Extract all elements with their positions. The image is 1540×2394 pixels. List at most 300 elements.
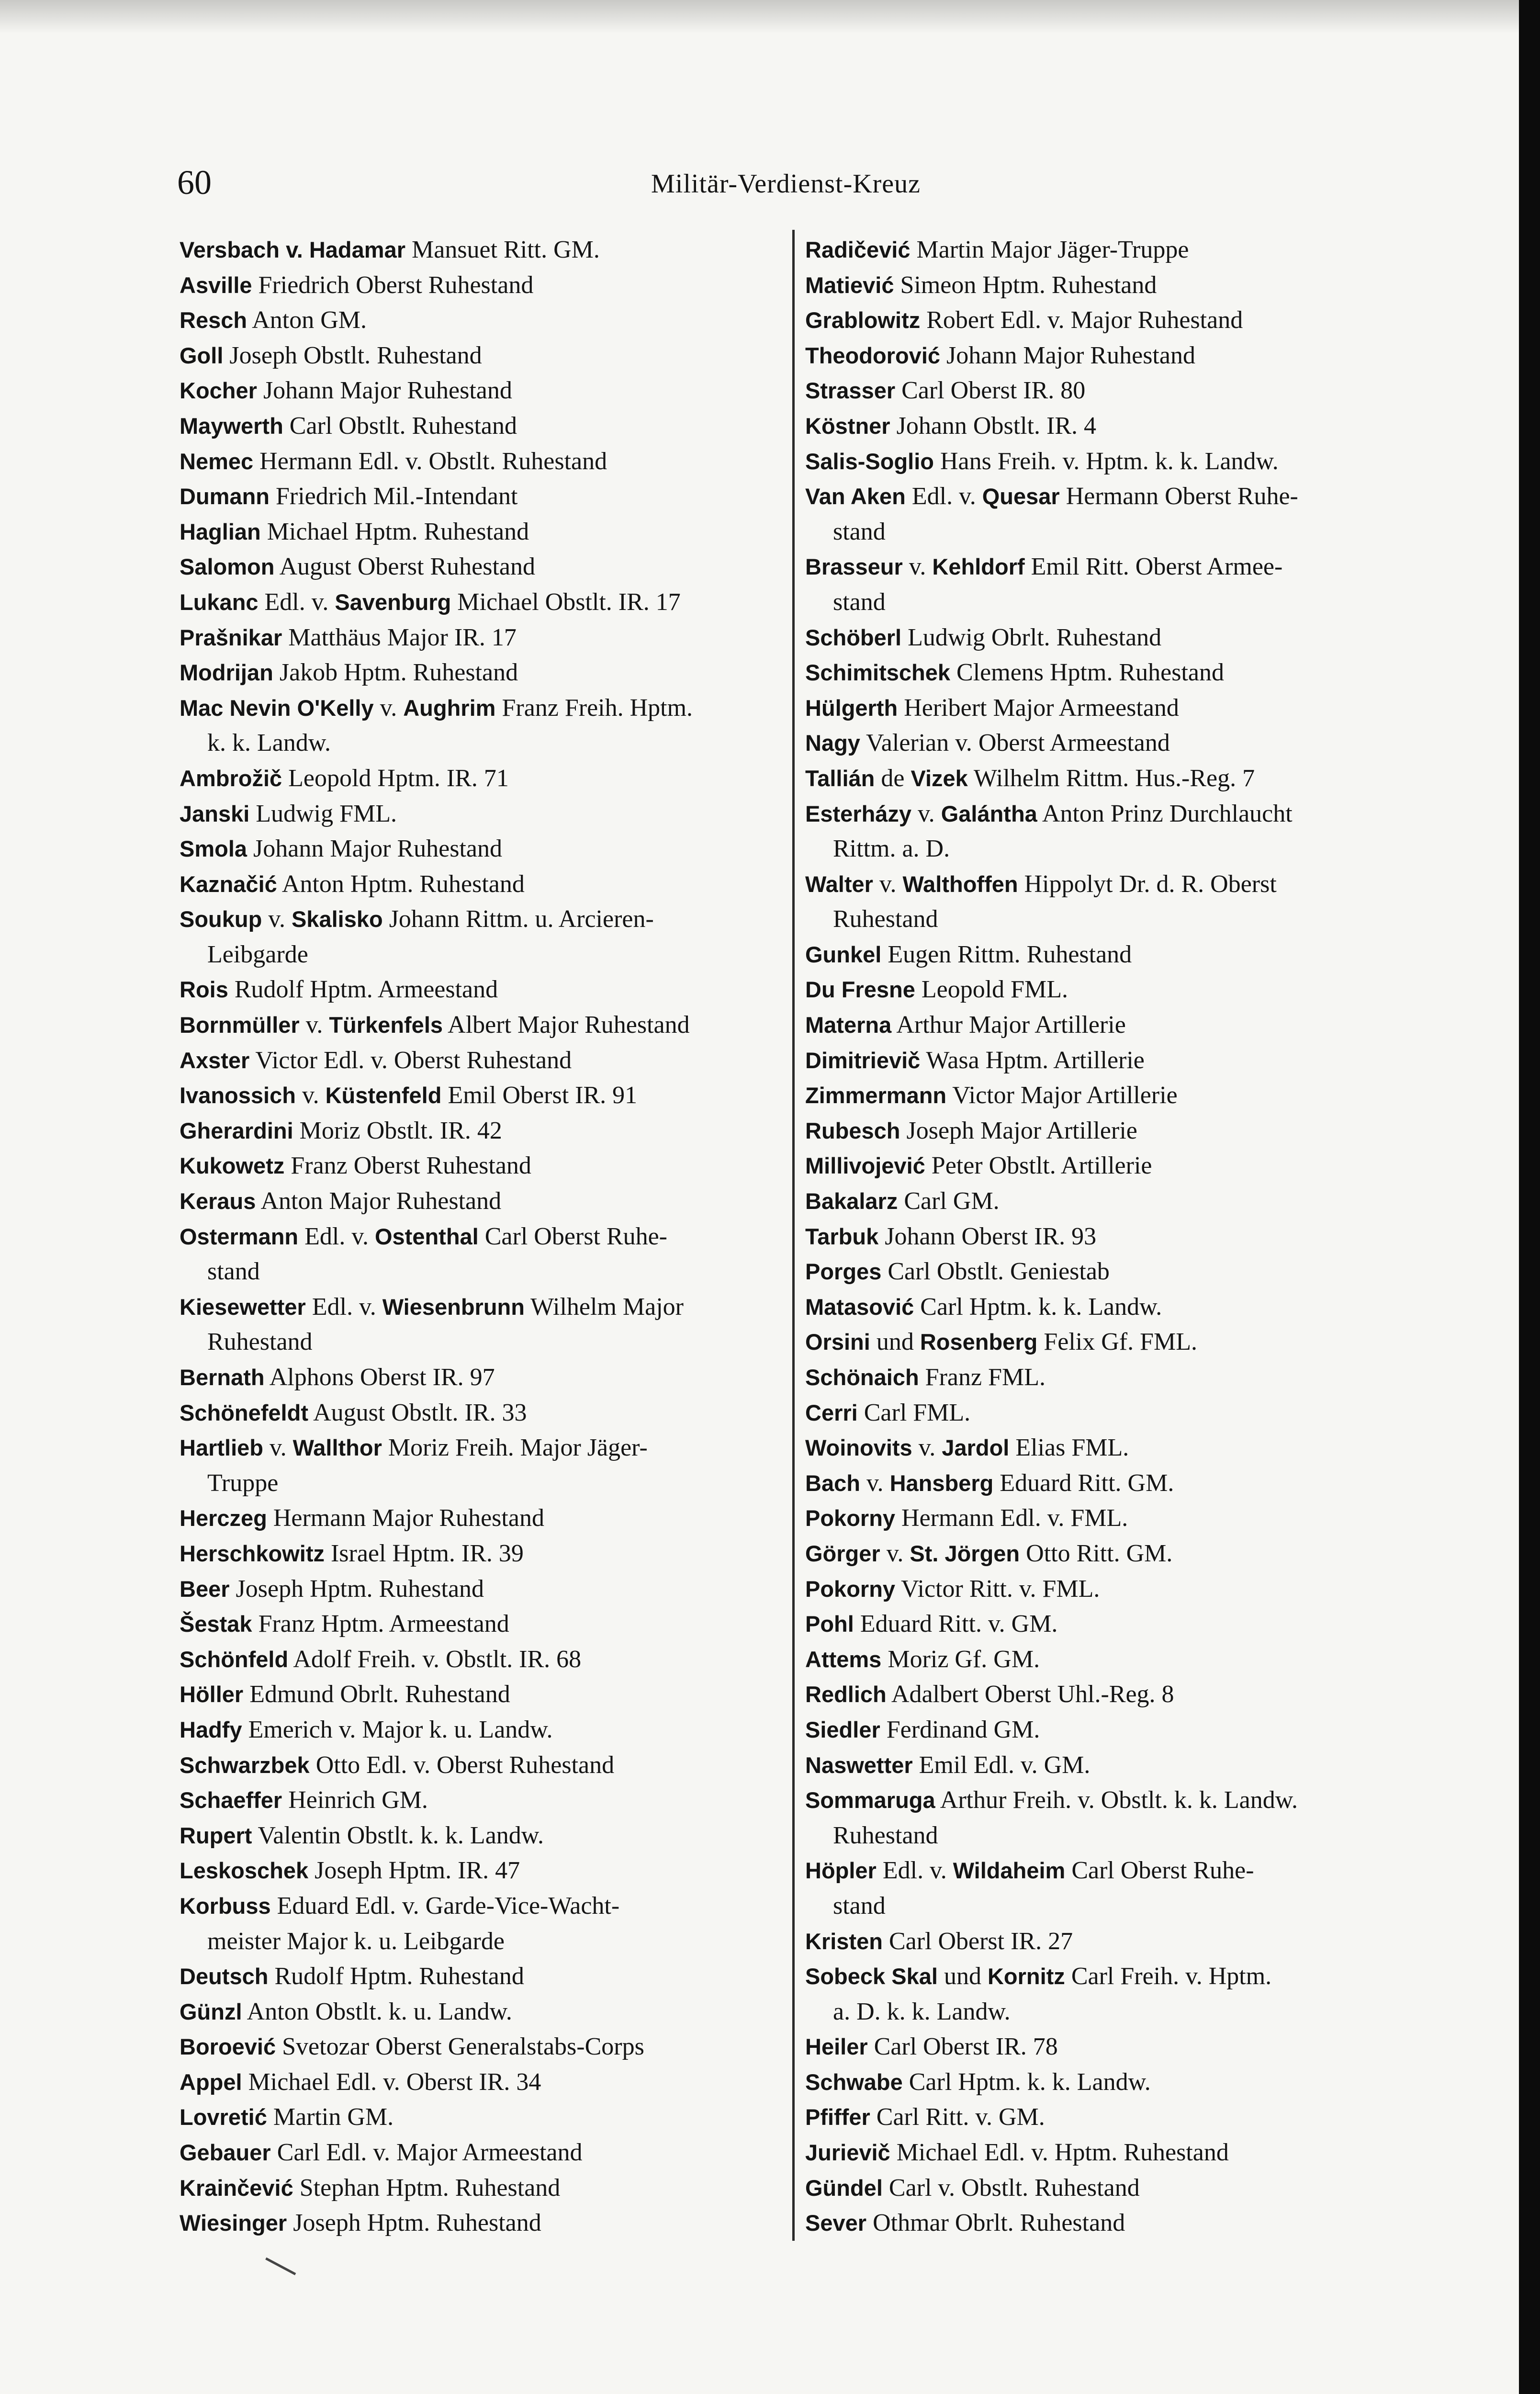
- entry-detail: v.: [911, 800, 941, 827]
- entry-surname: Beer: [180, 1576, 230, 1602]
- entry-surname: Kristen: [805, 1928, 883, 1954]
- entry-detail: Emil Edl. v. GM.: [912, 1751, 1090, 1779]
- entry-detail: Franz Freih. Hptm.: [495, 694, 693, 722]
- entry-line: [180, 1959, 797, 1994]
- entry-detail: Israel Hptm. IR. 39: [324, 1539, 524, 1567]
- entry-continuation: [180, 1466, 797, 1501]
- entry-surname: Rosenberg: [920, 1329, 1038, 1355]
- entry-line: [180, 1606, 797, 1642]
- entry-detail: Carl Freih. v. Hptm.: [1065, 1963, 1272, 1990]
- entry-line: [180, 444, 797, 479]
- entry-continuation: [180, 1924, 797, 1959]
- entry-surname: Köstner: [805, 413, 890, 439]
- entry-detail: stand: [833, 1892, 886, 1920]
- entry-detail: Johann Oberst IR. 93: [878, 1222, 1097, 1250]
- entry-detail: Carl Obstlt. Geniestab: [881, 1258, 1110, 1286]
- entry-surname: Cerri: [805, 1400, 858, 1425]
- entry-surname: Höller: [180, 1682, 244, 1707]
- scan-top-shading: [0, 0, 1540, 34]
- entry-surname: Schönefeldt: [180, 1400, 308, 1425]
- entry-surname: Resch: [180, 307, 247, 333]
- entry-surname: Kiesewetter: [180, 1294, 306, 1320]
- entry-surname: Lovretić: [180, 2104, 267, 2130]
- entry-line: [805, 972, 1423, 1007]
- entry-surname: Heiler: [805, 2034, 868, 2060]
- page-number: 60: [177, 163, 212, 202]
- entry-line: [180, 867, 797, 902]
- entry-line: [805, 444, 1423, 479]
- entry-line: [805, 2170, 1423, 2206]
- entry-detail: Michael Edl. v. Hptm. Ruhestand: [890, 2139, 1229, 2167]
- entry-surname: Attems: [805, 1646, 882, 1672]
- entry-surname: Kukowetz: [180, 1153, 285, 1179]
- entry-surname: Gündel: [805, 2175, 883, 2201]
- entry-line: [805, 1606, 1423, 1642]
- entry-detail: v.: [873, 870, 903, 898]
- entry-line: [180, 303, 797, 338]
- entry-surname: Janski: [180, 801, 250, 826]
- entry-line: [805, 232, 1423, 268]
- entry-surname: Schwarzbek: [180, 1752, 310, 1778]
- entry-detail: Jakob Hptm. Ruhestand: [273, 659, 518, 687]
- entry-line: [805, 303, 1423, 338]
- entry-surname: Rupert: [180, 1822, 252, 1848]
- entry-detail: Edl. v.: [305, 1293, 382, 1321]
- entry-line: [180, 1888, 797, 1924]
- entry-surname: Sobeck Skal: [805, 1964, 938, 1989]
- entry-line: [180, 373, 797, 408]
- entry-surname: Rois: [180, 977, 228, 1003]
- entry-line: [805, 1360, 1423, 1395]
- entry-detail: Moriz Freih. Major Jäger-: [382, 1434, 648, 1462]
- entry-continuation: [805, 1818, 1423, 1853]
- entry-detail: Carl Ritt. v. GM.: [870, 2103, 1045, 2131]
- entry-surname: Bornmüller: [180, 1012, 300, 1038]
- entry-surname: Grablowitz: [805, 307, 921, 333]
- entry-line: [805, 549, 1423, 585]
- entry-line: [180, 1430, 797, 1466]
- entry-line: [180, 1536, 797, 1571]
- entry-line: [180, 1289, 797, 1325]
- entry-line: [180, 338, 797, 373]
- entry-surname: Goll: [180, 342, 224, 368]
- entry-continuation: [805, 1888, 1423, 1924]
- entry-detail: Leibgarde: [207, 940, 308, 968]
- entry-surname: Du Fresne: [805, 977, 915, 1003]
- entry-detail: Peter Obstlt. Artillerie: [925, 1152, 1152, 1180]
- entry-surname: Savenburg: [335, 589, 451, 615]
- entry-detail: und: [870, 1328, 920, 1356]
- entry-detail: v.: [860, 1469, 890, 1497]
- entry-line: [805, 1148, 1423, 1184]
- entry-line: [180, 1113, 797, 1149]
- entry-line: [180, 655, 797, 690]
- entry-line: [180, 1184, 797, 1219]
- entry-line: [180, 1994, 797, 2030]
- entry-surname: Soukup: [180, 906, 262, 932]
- entry-surname: Kaznačić: [180, 871, 277, 897]
- entry-detail: Mansuet Ritt. GM.: [405, 236, 600, 263]
- entry-line: [805, 1677, 1423, 1712]
- entry-detail: Adalbert Oberst Uhl.-Reg. 8: [886, 1681, 1174, 1708]
- entry-surname: Matiević: [805, 272, 894, 298]
- entry-surname: Hülgerth: [805, 695, 898, 721]
- entry-detail: Edl. v.: [876, 1857, 953, 1885]
- entry-surname: Esterházy: [805, 801, 912, 826]
- entry-detail: Joseph Hptm. Ruhestand: [229, 1575, 484, 1603]
- entry-line: [180, 549, 797, 585]
- entry-surname: Asville: [180, 272, 252, 298]
- entry-detail: Ludwig FML.: [249, 800, 397, 827]
- right-column: [805, 232, 1423, 2262]
- entry-detail: Hermann Edl. v. FML.: [895, 1504, 1128, 1532]
- entry-surname: Haglian: [180, 519, 261, 544]
- entry-surname: Siedler: [805, 1716, 880, 1742]
- entry-detail: Johann Obstlt. IR. 4: [890, 412, 1097, 440]
- entry-detail: Carl Oberst Ruhe-: [1065, 1857, 1254, 1885]
- entry-surname: Naswetter: [805, 1752, 913, 1778]
- entry-line: [805, 690, 1423, 726]
- entry-surname: Rubesch: [805, 1118, 900, 1143]
- entry-detail: Carl Oberst IR. 27: [882, 1927, 1073, 1955]
- entry-detail: Joseph Obstlt. Ruhestand: [223, 341, 482, 369]
- entry-detail: de: [875, 764, 911, 792]
- entry-detail: Anton Hptm. Ruhestand: [277, 870, 525, 898]
- entry-detail: stand: [833, 518, 886, 545]
- entry-line: [180, 1007, 797, 1043]
- entry-detail: Victor Edl. v. Oberst Ruhestand: [249, 1046, 572, 1074]
- entry-surname: Galántha: [941, 801, 1037, 826]
- entry-detail: Franz FML.: [919, 1364, 1045, 1391]
- entry-surname: Krainčević: [180, 2175, 293, 2201]
- entry-surname: Wildaheim: [953, 1858, 1066, 1884]
- scan-edge-border: [1519, 0, 1540, 2394]
- entry-detail: Anton Obstlt. k. u. Landw.: [242, 1998, 512, 2025]
- entry-detail: Michael Obstlt. IR. 17: [451, 588, 681, 616]
- column-divider: [792, 230, 795, 2241]
- entry-surname: Pokorny: [805, 1576, 896, 1602]
- entry-detail: Eduard Ritt. v. GM.: [854, 1610, 1058, 1638]
- entry-line: [180, 1043, 797, 1078]
- entry-detail: k. k. Landw.: [207, 729, 331, 757]
- entry-surname: Redlich: [805, 1682, 887, 1707]
- entry-line: [805, 1924, 1423, 1959]
- entry-detail: Hermann Edl. v. Obstlt. Ruhestand: [253, 447, 607, 475]
- running-title: Militär-Verdienst-Kreuz: [651, 169, 921, 199]
- entry-detail: August Obstlt. IR. 33: [308, 1399, 527, 1426]
- entry-surname: Zimmermann: [805, 1083, 947, 1108]
- entry-detail: Emil Oberst IR. 91: [441, 1082, 638, 1109]
- entry-detail: Carl Edl. v. Major Armeestand: [270, 2139, 583, 2167]
- entry-surname: Günzl: [180, 1999, 242, 2024]
- entry-surname: Skalisko: [291, 906, 383, 932]
- entry-line: [180, 1360, 797, 1395]
- entry-surname: Dimitrievič: [805, 1047, 921, 1073]
- entry-detail: v.: [902, 553, 933, 581]
- entry-line: [805, 1254, 1423, 1289]
- entry-line: [805, 1184, 1423, 1219]
- entry-surname: Hansberg: [889, 1470, 994, 1496]
- entry-detail: Ludwig Obrlt. Ruhestand: [901, 623, 1162, 651]
- entry-surname: Küstenfeld: [325, 1083, 442, 1108]
- entry-detail: Hippolyt Dr. d. R. Oberst: [1018, 870, 1277, 898]
- entry-continuation: [180, 725, 797, 761]
- entry-detail: Carl Obstlt. Ruhestand: [283, 412, 517, 440]
- entry-line: [180, 2065, 797, 2100]
- entry-detail: Edl. v.: [905, 483, 982, 510]
- entry-line: [805, 1536, 1423, 1571]
- entry-surname: Höpler: [805, 1858, 877, 1884]
- entry-detail: Edmund Obrlt. Ruhestand: [243, 1681, 510, 1708]
- entry-detail: Franz Oberst Ruhestand: [284, 1152, 531, 1180]
- entry-surname: Aughrim: [403, 695, 496, 721]
- entry-line: [805, 796, 1423, 832]
- entry-line: [180, 1783, 797, 1818]
- entry-line: [805, 2029, 1423, 2065]
- entry-detail: Michael Edl. v. Oberst IR. 34: [242, 2068, 541, 2096]
- entry-surname: Ostenthal: [374, 1223, 479, 1249]
- entry-detail: Wilhelm Rittm. Hus.-Reg. 7: [967, 764, 1255, 792]
- entry-detail: Edl. v.: [258, 588, 335, 616]
- entry-line: [805, 655, 1423, 690]
- entry-line: [805, 1219, 1423, 1254]
- entry-surname: Maywerth: [180, 413, 283, 439]
- entry-detail: v.: [299, 1011, 329, 1039]
- entry-line: [805, 2135, 1423, 2170]
- entry-surname: Sever: [805, 2210, 867, 2236]
- entry-line: [180, 1501, 797, 1536]
- entry-line: [180, 2135, 797, 2170]
- entry-line: [805, 725, 1423, 761]
- entry-detail: Moriz Gf. GM.: [881, 1645, 1040, 1673]
- entry-detail: stand: [833, 588, 886, 616]
- entry-detail: v.: [912, 1434, 942, 1462]
- entry-surname: Orsini: [805, 1329, 870, 1355]
- entry-line: [180, 1748, 797, 1783]
- entry-line: [805, 1007, 1423, 1043]
- entry-continuation: [805, 831, 1423, 867]
- entry-line: [805, 1571, 1423, 1607]
- entry-detail: Heribert Major Armeestand: [898, 694, 1179, 722]
- entry-surname: Axster: [180, 1047, 250, 1073]
- entry-line: [180, 1677, 797, 1712]
- entry-surname: Wiesinger: [180, 2210, 287, 2236]
- entry-surname: Brasseur: [805, 554, 903, 580]
- entry-surname: Kehldorf: [932, 554, 1025, 580]
- entry-surname: Korbuss: [180, 1893, 271, 1919]
- entry-detail: Alphons Oberst IR. 97: [264, 1364, 495, 1391]
- entry-detail: Arthur Major Artillerie: [891, 1011, 1126, 1039]
- entry-line: [805, 620, 1423, 655]
- entry-line: [805, 1853, 1423, 1888]
- entry-detail: v.: [373, 694, 404, 722]
- entry-line: [805, 1078, 1423, 1113]
- entry-detail: Carl Oberst IR. 80: [895, 377, 1086, 405]
- entry-surname: Tarbuk: [805, 1223, 879, 1249]
- entry-detail: Rudolf Hptm. Ruhestand: [268, 1963, 524, 1990]
- entry-surname: Kornitz: [987, 1964, 1065, 1989]
- page-header: [177, 163, 1393, 206]
- entry-surname: Appel: [180, 2069, 242, 2095]
- entry-detail: Michael Hptm. Ruhestand: [260, 518, 529, 545]
- entry-surname: Hartlieb: [180, 1435, 263, 1461]
- entry-line: [805, 1783, 1423, 1818]
- entry-detail: Emerich v. Major k. u. Landw.: [242, 1716, 553, 1743]
- entry-line: [180, 1395, 797, 1431]
- entry-detail: Heinrich GM.: [282, 1786, 428, 1814]
- entry-continuation: [180, 1324, 797, 1360]
- entry-surname: Schöberl: [805, 624, 902, 650]
- entry-line: [805, 1501, 1423, 1536]
- entry-line: [805, 1712, 1423, 1748]
- entry-continuation: [805, 902, 1423, 937]
- entry-line: [180, 1078, 797, 1113]
- entry-detail: Carl FML.: [857, 1399, 971, 1426]
- entry-detail: Valentin Obstlt. k. k. Landw.: [252, 1821, 544, 1849]
- entry-detail: Friedrich Oberst Ruhestand: [252, 271, 534, 299]
- entry-surname: Walthoffen: [902, 871, 1018, 897]
- entry-line: [180, 585, 797, 620]
- entry-surname: Strasser: [805, 378, 896, 404]
- entry-detail: Moriz Obstlt. IR. 42: [293, 1117, 502, 1144]
- entry-surname: Woinovits: [805, 1435, 912, 1461]
- entry-continuation: [805, 1994, 1423, 2030]
- entry-detail: Otto Ritt. GM.: [1020, 1539, 1173, 1567]
- entry-detail: Hermann Oberst Ruhe-: [1059, 483, 1298, 510]
- entry-surname: Van Aken: [805, 484, 906, 509]
- entry-surname: Salis-Soglio: [805, 448, 934, 474]
- entry-detail: Franz Hptm. Armeestand: [252, 1610, 509, 1638]
- entry-line: [805, 1113, 1423, 1149]
- entry-continuation: [805, 585, 1423, 620]
- entry-surname: Millivojević: [805, 1153, 925, 1179]
- entry-detail: Carl v. Obstlt. Ruhestand: [882, 2174, 1140, 2202]
- entry-surname: Porges: [805, 1259, 882, 1285]
- entry-surname: Ambrožič: [180, 765, 282, 791]
- entry-surname: Ivanossich: [180, 1083, 296, 1108]
- entry-surname: Wallthor: [292, 1435, 382, 1461]
- entry-surname: Walter: [805, 871, 873, 897]
- entry-surname: Wiesenbrunn: [382, 1294, 525, 1320]
- entry-detail: Johann Major Ruhestand: [940, 341, 1195, 369]
- entry-line: [180, 690, 797, 726]
- entry-detail: Martin Major Jäger-Truppe: [910, 236, 1189, 263]
- entry-detail: Stephan Hptm. Ruhestand: [293, 2174, 561, 2202]
- entry-detail: Carl GM.: [898, 1187, 1000, 1215]
- entry-detail: Carl Oberst Ruhe-: [478, 1222, 667, 1250]
- entry-surname: Lukanc: [180, 589, 259, 615]
- entry-surname: Materna: [805, 1012, 892, 1038]
- entry-surname: Mac Nevin O'Kelly: [180, 695, 374, 721]
- entry-line: [180, 2100, 797, 2135]
- entry-line: [805, 1430, 1423, 1466]
- entry-surname: Theodorović: [805, 342, 941, 368]
- entry-line: [180, 1712, 797, 1748]
- entry-surname: Bach: [805, 1470, 860, 1496]
- entry-detail: Truppe: [207, 1469, 279, 1497]
- entry-line: [805, 2100, 1423, 2135]
- entry-line: [180, 796, 797, 832]
- entry-surname: Kocher: [180, 378, 257, 404]
- entry-detail: Emil Ritt. Oberst Armee-: [1024, 553, 1283, 581]
- entry-surname: Jardol: [942, 1435, 1010, 1461]
- entry-detail: Joseph Hptm. Ruhestand: [287, 2209, 541, 2237]
- entry-line: [180, 1148, 797, 1184]
- entry-detail: Johann Major Ruhestand: [257, 377, 512, 405]
- entry-line: [805, 1466, 1423, 1501]
- entry-surname: Herschkowitz: [180, 1540, 325, 1566]
- entry-surname: Vizek: [911, 765, 968, 791]
- entry-detail: stand: [207, 1258, 260, 1286]
- entry-surname: Leskoschek: [180, 1858, 309, 1884]
- entry-line: [180, 620, 797, 655]
- entry-line: [180, 2205, 797, 2241]
- entry-surname: Herczeg: [180, 1505, 267, 1531]
- entry-detail: Victor Major Artillerie: [946, 1082, 1178, 1109]
- entry-surname: Gherardini: [180, 1118, 293, 1143]
- entry-line: [180, 831, 797, 867]
- entry-line: [805, 1043, 1423, 1078]
- entry-surname: Boroević: [180, 2034, 276, 2060]
- entry-detail: Svetozar Oberst Generalstabs-Corps: [276, 2033, 644, 2061]
- entry-surname: Nemec: [180, 448, 254, 474]
- entry-detail: Arthur Freih. v. Obstlt. k. k. Landw.: [935, 1786, 1298, 1814]
- entry-detail: Martin GM.: [267, 2103, 394, 2131]
- entry-surname: Gebauer: [180, 2140, 271, 2166]
- entry-line: [180, 479, 797, 514]
- entry-detail: Eduard Edl. v. Garde-Vice-Wacht-: [270, 1892, 620, 1920]
- entry-surname: Schönaich: [805, 1365, 919, 1390]
- entry-detail: Joseph Hptm. IR. 47: [308, 1857, 520, 1885]
- entry-detail: Eduard Ritt. GM.: [993, 1469, 1174, 1497]
- entry-detail: Ruhestand: [833, 1821, 938, 1849]
- entry-surname: Bernath: [180, 1365, 265, 1390]
- entry-line: [180, 268, 797, 303]
- entry-surname: Pfiffer: [805, 2104, 870, 2130]
- entry-detail: Adolf Freih. v. Obstlt. IR. 68: [288, 1645, 582, 1673]
- entry-line: [805, 2205, 1423, 2241]
- entry-line: [805, 408, 1423, 444]
- entry-line: [805, 867, 1423, 902]
- entry-detail: Leopold FML.: [915, 976, 1068, 1004]
- entry-line: [180, 1818, 797, 1853]
- entry-detail: Anton GM.: [247, 306, 367, 334]
- entry-detail: Carl Oberst IR. 78: [867, 2033, 1058, 2061]
- entry-detail: Otto Edl. v. Oberst Ruhestand: [309, 1751, 615, 1779]
- entry-detail: Johann Major Ruhestand: [247, 835, 502, 863]
- entry-surname: Schimitschek: [805, 660, 951, 686]
- entry-line: [180, 761, 797, 796]
- entry-surname: Schönfeld: [180, 1646, 289, 1672]
- entry-surname: Bakalarz: [805, 1188, 898, 1214]
- entry-surname: Nagy: [805, 730, 860, 756]
- entry-surname: Prašnikar: [180, 624, 282, 650]
- entry-surname: Deutsch: [180, 1964, 269, 1989]
- entry-detail: Ferdinand GM.: [880, 1716, 1040, 1743]
- entry-line: [180, 1853, 797, 1888]
- entry-line: [805, 761, 1423, 796]
- entry-detail: Ruhestand: [833, 905, 938, 933]
- entry-detail: Carl Hptm. k. k. Landw.: [902, 2068, 1151, 2096]
- entry-detail: Eugen Rittm. Ruhestand: [881, 940, 1132, 968]
- entry-surname: Pokorny: [805, 1505, 896, 1531]
- entry-detail: v.: [263, 1434, 293, 1462]
- entry-surname: Gunkel: [805, 941, 882, 967]
- entry-surname: Matasović: [805, 1294, 914, 1320]
- entry-detail: Leopold Hptm. IR. 71: [282, 764, 509, 792]
- entry-detail: Carl Hptm. k. k. Landw.: [914, 1293, 1162, 1321]
- entry-surname: Ostermann: [180, 1223, 299, 1249]
